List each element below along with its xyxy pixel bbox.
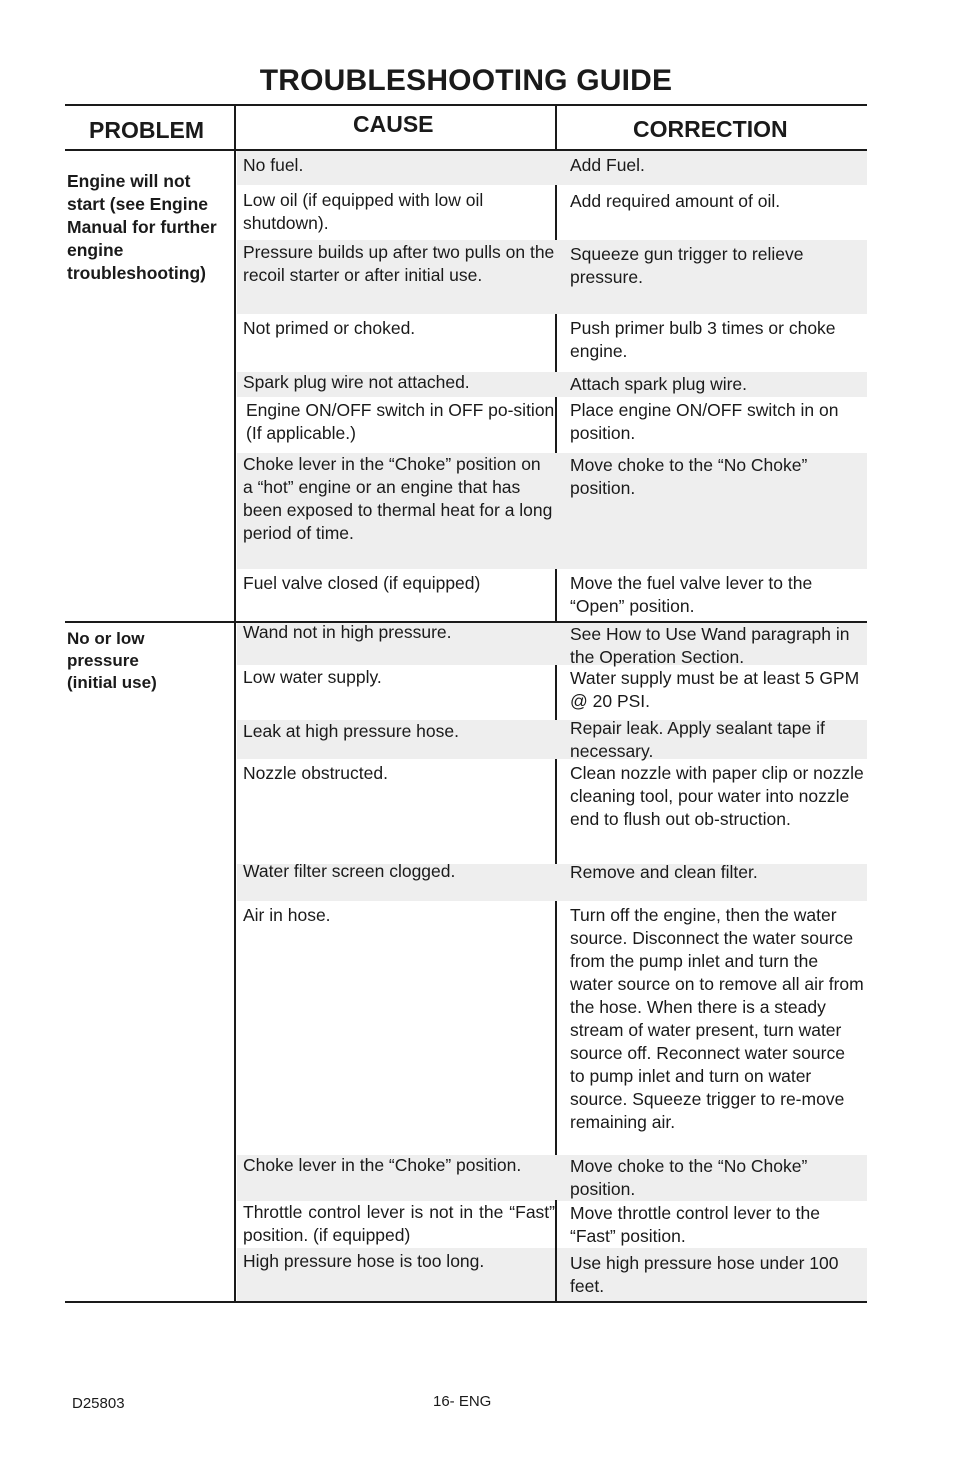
table-row	[237, 151, 867, 185]
table-row	[237, 1248, 867, 1302]
page-number: 16- ENG	[433, 1393, 492, 1410]
document-number: D25803	[72, 1395, 125, 1412]
cause-cell: Low oil (if equipped with low oil shutdown).	[243, 190, 484, 233]
table-row	[237, 759, 867, 864]
correction-cell: Turn off the engine, then the water source. Disconnect the water source from the pump inlet and turn the water source on to remove all air from the hose. When there is a steady stream of water present, turn water source off. Reconnect water source to pump inlet and turn on water source. Squeeze trigger to re-move remaining air.	[570, 905, 864, 1132]
cause-cell: Choke lever in the “Choke” position on a “hot” engine or an engine that has been exposed to thermal heat for a long period of time.	[243, 454, 553, 543]
correction-cell: Use high pressure hose under 100 feet.	[570, 1253, 839, 1296]
correction-cell: Move choke to the “No Choke” position.	[570, 1156, 808, 1199]
table-row	[237, 397, 867, 453]
header-correction	[557, 104, 867, 150]
cause-cell: Pressure builds up after two pulls on the recoil starter or after initial use.	[243, 242, 555, 285]
problem-engine-will-not-start: Engine will not start (see Engine Manual for further engine troubleshooting)	[67, 171, 217, 283]
table-row	[237, 1155, 867, 1201]
correction-cell: Move the fuel valve lever to the “Open” position.	[570, 573, 813, 616]
table-row	[237, 569, 867, 621]
cause-cell: Low water supply.	[243, 667, 382, 687]
correction-cell: Move throttle control lever to the “Fast” position.	[570, 1203, 820, 1246]
table-row	[237, 240, 867, 314]
cause-cell: Water filter screen clogged.	[243, 861, 456, 881]
table-row	[237, 861, 867, 901]
cause-cell: Wand not in high pressure.	[243, 622, 452, 642]
header-correction-label: CORRECTION	[633, 116, 788, 142]
table-row	[237, 187, 867, 240]
cause-cell: No fuel.	[243, 155, 304, 175]
table-row	[237, 901, 867, 1155]
table-row	[237, 314, 867, 372]
page-title: TROUBLESHOOTING GUIDE	[259, 64, 673, 97]
correction-cell: Move choke to the “No Choke” position.	[570, 455, 808, 498]
table-row	[237, 372, 867, 397]
correction-cell: Place engine ON/OFF switch in on position.	[570, 400, 839, 443]
cause-cell: Leak at high pressure hose.	[243, 721, 459, 741]
correction-cell: Add required amount of oil.	[570, 191, 781, 211]
correction-cell: Water supply must be at least 5 GPM @ 20 PSI.	[570, 668, 860, 711]
problem-cause-divider-end	[234, 1200, 236, 1302]
correction-cell: Squeeze gun trigger to relieve pressure.	[570, 244, 804, 287]
table-row	[237, 623, 867, 665]
header-problem-label: PROBLEM	[89, 117, 204, 143]
cause-cell: Air in hose.	[243, 905, 331, 925]
cause-cell: Fuel valve closed (if equipped)	[243, 573, 481, 593]
cause-cell: Spark plug wire not attached.	[243, 372, 470, 392]
correction-cell: Push primer bulb 3 times or choke engine.	[570, 318, 836, 361]
cause-cell: Engine ON/OFF switch in OFF po-sition (If applicable.)	[246, 400, 555, 443]
cause-cell: Not primed or choked.	[243, 318, 416, 338]
correction-cell: Remove and clean filter.	[570, 862, 758, 882]
cause-cell: High pressure hose is too long.	[243, 1251, 485, 1271]
header-problem	[65, 104, 235, 150]
table-row	[237, 1201, 867, 1248]
correction-cell: Attach spark plug wire.	[570, 374, 748, 394]
problem-no-or-low-pressure: No or low pressure (initial use)	[67, 629, 157, 692]
cause-cell: Choke lever in the “Choke” position.	[243, 1155, 522, 1175]
correction-cell: Repair leak. Apply sealant tape if necessary.	[570, 718, 825, 761]
header-cause	[237, 104, 555, 150]
problem-cause-divider	[234, 104, 236, 1200]
table-row	[237, 453, 867, 569]
table-bottom-rule	[65, 1301, 867, 1303]
header-cause-label: CAUSE	[353, 111, 434, 137]
cause-cell: Nozzle obstructed.	[243, 763, 388, 783]
table-row	[237, 665, 867, 720]
correction-cell: Clean nozzle with paper clip or nozzle cleaning tool, pour water into nozzle end to flush out ob-struction.	[570, 763, 864, 829]
correction-cell: See How to Use Wand paragraph in the Operation Section.	[570, 624, 850, 667]
cause-cell: Throttle control lever is not in the “Fast” position. (if equipped)	[243, 1202, 555, 1245]
cause-correction-divider-end	[555, 1200, 557, 1302]
correction-cell: Add Fuel.	[570, 155, 645, 175]
table-row	[237, 720, 867, 759]
